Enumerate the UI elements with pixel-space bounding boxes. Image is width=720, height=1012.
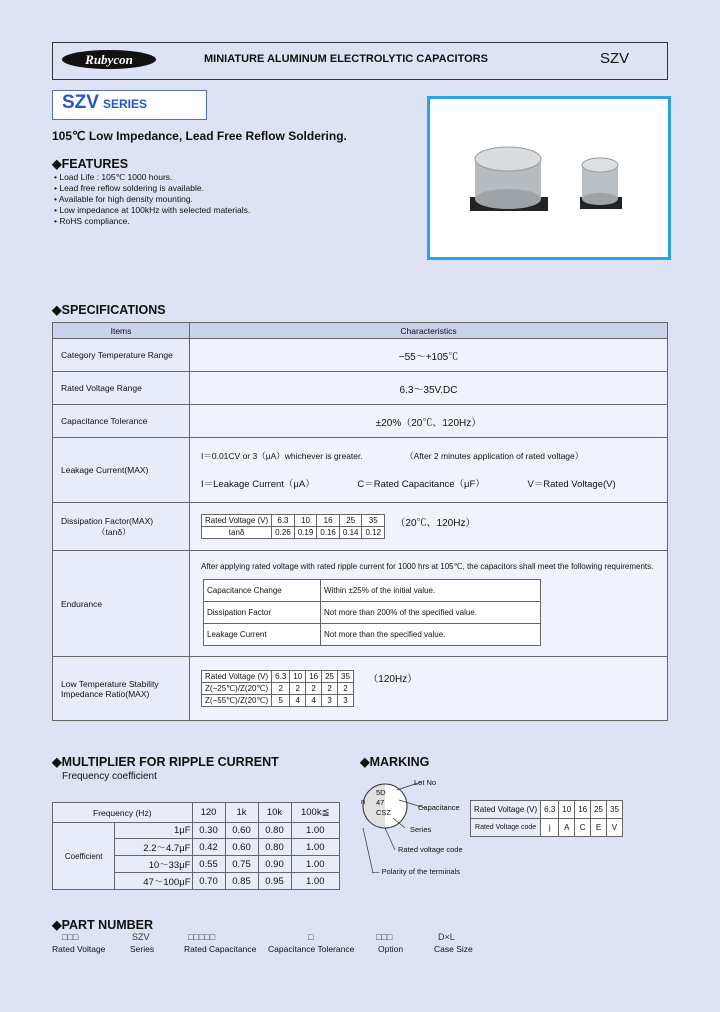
feature-item: • Low impedance at 100kHz with selected materials.: [54, 205, 251, 215]
lt-voltage: 16: [306, 671, 322, 683]
ripple-value: 0.55: [192, 856, 225, 873]
part-label: Series: [130, 944, 155, 954]
ripple-value: 0.60: [225, 839, 258, 856]
lt-value: 2: [338, 683, 354, 695]
temp-value: −55～+105℃: [190, 339, 668, 372]
df-voltage: 16: [317, 515, 340, 527]
ripple-freq: 100k≦: [291, 803, 340, 823]
part-box: SZV: [132, 932, 150, 942]
ripple-freq-label: Frequency (Hz): [53, 803, 193, 823]
end-text: After applying rated voltage with rated ripple current for 1000 hrs at 105℃, the capacitors shall meet the following requirements.: [201, 561, 654, 571]
cap-n-label: n: [361, 797, 366, 806]
df-label-cell: [53, 503, 190, 551]
part-box: D×L: [438, 932, 455, 942]
part-box: □□□: [62, 932, 79, 942]
part-label: Rated Capacitance: [184, 944, 257, 954]
label-voltage-code: Rated voltage code: [398, 845, 463, 854]
end-req: Not more than 200% of the specified value.: [321, 601, 541, 623]
temp-label: Category Temperature Range: [53, 339, 190, 372]
df-sub: （tanδ）: [97, 526, 131, 537]
lt-label-2: Impedance Ratio(MAX): [61, 688, 150, 699]
end-item: Leakage Current: [204, 623, 321, 645]
end-cell: [190, 551, 668, 657]
df-voltage: 35: [362, 515, 385, 527]
mark-voltage: 6.3: [541, 801, 559, 819]
part-label: Capacitance Tolerance: [268, 944, 355, 954]
feature-item: • RoHS compliance.: [54, 216, 130, 226]
ripple-freq: 1k: [225, 803, 258, 823]
end-item: Capacitance Change: [204, 579, 321, 601]
end-req: Within ±25% of the initial value.: [321, 579, 541, 601]
df-condition: （20℃、120Hz）: [395, 518, 476, 529]
df-voltage: 10: [294, 515, 317, 527]
end-item: Dissipation Factor: [204, 601, 321, 623]
ripple-value: 0.80: [258, 823, 291, 839]
df-voltage: 6.3: [272, 515, 295, 527]
label-series: Series: [410, 825, 432, 834]
capacitor-illustration: [430, 99, 668, 257]
ripple-value: 0.42: [192, 839, 225, 856]
end-req: Not more than the specified value.: [321, 623, 541, 645]
brand-logo: Rubycon: [62, 50, 156, 69]
mark-voltage: 10: [559, 801, 575, 819]
ripple-value: 0.90: [258, 856, 291, 873]
series-title: SZV: [62, 92, 99, 113]
ripple-cap: 47～100μF: [115, 873, 192, 890]
lt-voltage: 10: [290, 671, 306, 683]
df-cell: [190, 503, 668, 551]
df-value: 0.14: [339, 527, 362, 539]
leak-v-def: V＝Rated Voltage(V): [527, 479, 616, 490]
part-label: Rated Voltage: [52, 944, 106, 954]
ripple-value: 1.00: [291, 873, 340, 890]
ripple-heading: ◆MULTIPLIER FOR RIPPLE CURRENT: [52, 755, 279, 769]
features-heading: ◆FEATURES: [52, 157, 129, 171]
lt-value: 2: [306, 683, 322, 695]
df-value: 0.26: [272, 527, 295, 539]
leak-note: （After 2 minutes application of rated voltage）: [405, 451, 584, 461]
mark-voltage: 25: [591, 801, 607, 819]
leak-c-def: C＝Rated Capacitance（μF）: [357, 479, 485, 490]
part-label: Option: [378, 944, 404, 954]
tol-value: ±20%（20℃、120Hz）: [190, 405, 668, 438]
part-box: □□□□□: [188, 932, 216, 942]
lt-cell: [190, 657, 668, 721]
lt-voltage: 35: [338, 671, 354, 683]
df-label: Dissipation Factor(MAX): [61, 515, 154, 526]
lt-label-1: Low Temperature Stability: [61, 678, 159, 689]
label-capacitance: Capacitance: [418, 803, 460, 812]
page-title: MINIATURE ALUMINUM ELECTROLYTIC CAPACITORS: [204, 53, 488, 65]
mark-code: E: [591, 819, 607, 837]
marking-heading: ◆MARKING: [360, 755, 430, 769]
ripple-cap: 1μF: [115, 823, 192, 839]
marking-table: [470, 800, 623, 837]
lt-value: 2: [290, 683, 306, 695]
volt-label: Rated Voltage Range: [53, 372, 190, 405]
ripple-value: 0.60: [225, 823, 258, 839]
lt-value: 2: [272, 683, 290, 695]
ripple-value: 0.70: [192, 873, 225, 890]
lt-value: 3: [338, 695, 354, 707]
product-photo: [427, 96, 671, 260]
leak-cell: [190, 438, 668, 503]
ripple-value: 1.00: [291, 839, 340, 856]
leak-i-def: I＝Leakage Current（μA）: [201, 479, 315, 490]
subtitle: 105℃ Low Impedance, Lead Free Reflow Soldering.: [52, 129, 347, 143]
df-table: [201, 514, 385, 539]
ripple-cap: 10～33μF: [115, 856, 192, 873]
lt-voltage: 6.3: [272, 671, 290, 683]
ripple-value: 1.00: [291, 823, 340, 839]
end-table: [203, 579, 541, 646]
df-row-label: tanδ: [202, 527, 272, 539]
lt-condition: （120Hz）: [368, 674, 418, 685]
ripple-value: 1.00: [291, 856, 340, 873]
df-voltage: 25: [339, 515, 362, 527]
lt-label-cell: [53, 657, 190, 721]
ripple-cap: 2.2～4.7μF: [115, 839, 192, 856]
mark-code: V: [607, 819, 623, 837]
volt-value: 6.3～35V.DC: [190, 372, 668, 405]
series-code: SZV: [600, 50, 630, 67]
lt-voltage: 25: [322, 671, 338, 683]
specs-heading: ◆SPECIFICATIONS: [52, 303, 166, 317]
mark-head: Rated Voltage (V): [471, 801, 541, 819]
part-box: □□□: [376, 932, 393, 942]
lt-value: 2: [322, 683, 338, 695]
mark-code: j: [541, 819, 559, 837]
spec-table: [52, 322, 668, 721]
feature-item: • Lead free reflow soldering is available.: [54, 183, 204, 193]
lt-table: [201, 670, 354, 707]
lt-value: 5: [272, 695, 290, 707]
series-word: SERIES: [103, 97, 148, 111]
label-lot: Lot No: [414, 778, 437, 787]
mark-voltage: 16: [575, 801, 591, 819]
leak-label: Leakage Current(MAX): [53, 438, 190, 503]
lt-value: 4: [306, 695, 322, 707]
col-characteristics: Characteristics: [190, 323, 668, 339]
ripple-value: 0.75: [225, 856, 258, 873]
mark-row-label: Rated Voltage code: [471, 819, 541, 837]
df-value: 0.16: [317, 527, 340, 539]
part-heading: ◆PART NUMBER: [52, 918, 154, 932]
mark-code: C: [575, 819, 591, 837]
ripple-coef-label: Coefficient: [53, 823, 115, 890]
df-head: Rated Voltage (V): [202, 515, 272, 527]
ripple-value: 0.95: [258, 873, 291, 890]
end-label: Endurance: [53, 551, 190, 657]
label-polarity: — Polarity of the terminals: [372, 867, 460, 876]
mark-voltage: 35: [607, 801, 623, 819]
ripple-value: 0.30: [192, 823, 225, 839]
ripple-value: 0.80: [258, 839, 291, 856]
ripple-freq: 10k: [258, 803, 291, 823]
df-value: 0.12: [362, 527, 385, 539]
ripple-freq: 120: [192, 803, 225, 823]
lt-value: 3: [322, 695, 338, 707]
ripple-table: [52, 802, 340, 890]
part-box: □: [308, 932, 314, 942]
ripple-value: 0.85: [225, 873, 258, 890]
df-value: 0.19: [294, 527, 317, 539]
leak-formula: I＝0.01CV or 3（μA）whichever is greater.: [201, 451, 363, 461]
col-items: Items: [53, 323, 190, 339]
cap-top-text: 5D 47 CSZ: [376, 788, 391, 817]
lt-row-label: Z(−25℃)/Z(20℃): [202, 683, 272, 695]
mark-code: A: [559, 819, 575, 837]
tol-label: Capacitance Tolerance: [53, 405, 190, 438]
feature-item: • Available for high density mounting.: [54, 194, 193, 204]
feature-item: • Load Life : 105℃ 1000 hours.: [54, 172, 173, 182]
lt-head: Rated Voltage (V): [202, 671, 272, 683]
features-list: [54, 172, 250, 227]
lt-value: 4: [290, 695, 306, 707]
lt-row-label: Z(−55℃)/Z(20℃): [202, 695, 272, 707]
ripple-sub: Frequency coefficient: [62, 771, 157, 782]
part-label: Case Size: [434, 944, 473, 954]
